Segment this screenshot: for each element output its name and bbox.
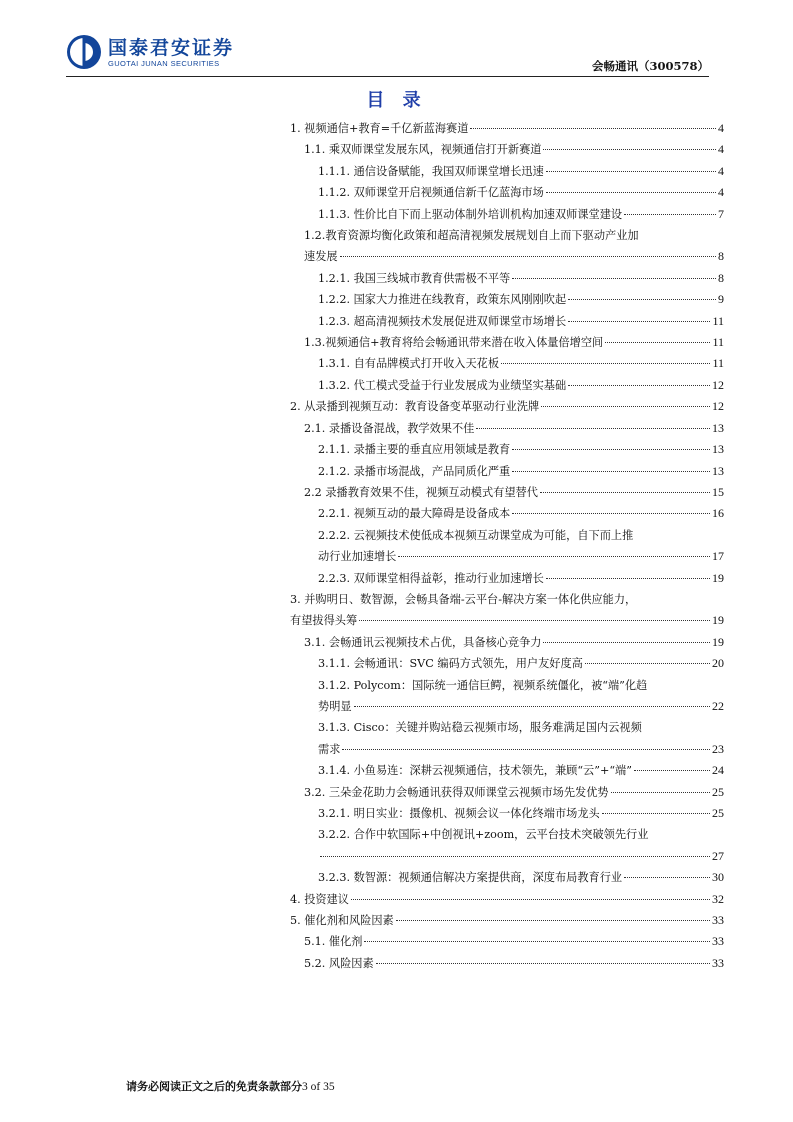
toc-entry-title: 1.2.3. 超高清视频技术发展促进双师课堂市场增长 xyxy=(318,314,567,328)
toc-page-number: 20 xyxy=(712,656,724,671)
toc-entry[interactable] xyxy=(288,931,724,952)
toc-entry[interactable] xyxy=(288,204,724,225)
toc-entry[interactable] xyxy=(288,568,724,589)
toc-entry[interactable] xyxy=(288,161,724,182)
toc-entry-title: 势明显 xyxy=(318,699,352,713)
toc-entry-line[interactable]: 3. 并购明日、数智源，会畅具备端-云平台-解决方案一体化供应能力， xyxy=(290,592,637,606)
toc-entry-title: 1.1.1. 通信设备赋能，我国双师课堂增长迅速 xyxy=(318,164,544,178)
toc-entry[interactable] xyxy=(288,653,724,674)
toc-entry-line[interactable]: 3.2.2. 合作中软国际+中创视讯+zoom，云平台技术突破领先行业 xyxy=(318,828,649,842)
toc-entry-title: 2.1. 录播设备混战，教学效果不佳 xyxy=(304,421,475,435)
toc-dot-leader xyxy=(624,877,710,878)
toc-entry-title: 1.2.2. 国家大力推进在线教育，政策东风刚刚吹起 xyxy=(318,293,567,307)
toc-page-number: 12 xyxy=(712,377,724,392)
toc-entry-title: 3.2.3. 数智源：视频通信解决方案提供商，深度布局教育行业 xyxy=(318,871,623,885)
toc-entry-title: 1.1.3. 性价比自下而上驱动体制外培训机构加速双师课堂建设 xyxy=(318,207,623,221)
toc-entry-title: 1.3.2. 代工模式受益于行业发展成为业绩坚实基础 xyxy=(318,378,567,392)
toc-entry-title: 1.1.2. 双师课堂开启视频通信新千亿蓝海市场 xyxy=(318,186,544,200)
toc-dot-leader xyxy=(512,278,716,279)
toc-dot-leader xyxy=(398,556,710,557)
toc-entry[interactable] xyxy=(288,182,724,203)
toc-dot-leader xyxy=(540,492,710,493)
toc-entry-title: 2. 从录播到视频互动：教育设备变革驱动行业洗牌 xyxy=(290,400,540,414)
toc-page-number: 23 xyxy=(712,741,724,756)
toc-entry[interactable] xyxy=(288,246,724,267)
toc-entry[interactable] xyxy=(288,803,724,824)
toc-page-number: 19 xyxy=(712,613,724,628)
toc-entry[interactable] xyxy=(288,782,724,803)
toc-entry[interactable] xyxy=(288,268,724,289)
toc-entry[interactable] xyxy=(288,439,724,460)
toc-page-number: 19 xyxy=(712,570,724,585)
toc-dot-leader xyxy=(320,856,710,857)
toc-page-number: 7 xyxy=(718,206,724,221)
toc-entry[interactable] xyxy=(288,739,724,760)
toc-entry[interactable] xyxy=(288,846,724,867)
toc-entry-line[interactable]: 3.1.2. Polycom：国际统一通信巨鳄，视频系统僵化，被“端”化趋 xyxy=(318,678,648,692)
toc-entry-title: 1.2.1. 我国三线城市教育供需极不平等 xyxy=(318,271,511,285)
toc-page-number: 27 xyxy=(712,848,724,863)
toc-page-number: 22 xyxy=(712,698,724,713)
toc-entry-title: 3.1.1. 会畅通讯：SVC 编码方式领先，用户友好度高 xyxy=(318,657,583,671)
toc-dot-leader xyxy=(543,642,710,643)
toc-entry[interactable] xyxy=(288,353,724,374)
toc-page-number: 32 xyxy=(712,891,724,906)
toc-page-number: 11 xyxy=(712,335,724,350)
toc-entry[interactable] xyxy=(288,118,724,139)
toc-dot-leader xyxy=(611,792,710,793)
toc-entry[interactable] xyxy=(288,332,724,353)
toc-entry-line[interactable]: 1.2.教育资源均衡化政策和超高清视频发展规划自上而下驱动产业加 xyxy=(304,229,639,243)
company-logo xyxy=(66,34,234,70)
toc-dot-leader xyxy=(624,214,716,215)
toc-entry-title: 有望拔得头筹 xyxy=(290,614,358,628)
toc-dot-leader xyxy=(546,171,716,172)
toc-entry-title: 3.2.1. 明日实业：摄像机、视频会议一体化终端市场龙头 xyxy=(318,807,600,820)
toc-dot-leader xyxy=(546,192,716,193)
page-number: 3 of 35 xyxy=(302,1081,335,1093)
toc-dot-leader xyxy=(546,578,710,579)
toc-entry[interactable] xyxy=(288,546,724,567)
logo-chinese-name: 国泰君安证券 xyxy=(108,36,235,59)
toc-entry-line[interactable]: 2.2.2. 云视频技术使低成本视频互动课堂成为可能，自下而上推 xyxy=(318,528,634,542)
toc-dot-leader xyxy=(340,256,716,257)
toc-page-number: 15 xyxy=(712,484,724,499)
toc-entry-title: 动行业加速增长 xyxy=(318,550,397,564)
toc-entry-title: 5. 催化剂和风险因素 xyxy=(290,914,394,928)
toc-entry[interactable] xyxy=(288,289,724,310)
toc-dot-leader xyxy=(364,941,710,942)
toc-dot-leader xyxy=(568,385,710,386)
toc-entry-title: 3.1.4. 小鱼易连：深耕云视频通信，技术领先，兼顾“云”+“端” xyxy=(318,764,632,778)
toc-dot-leader xyxy=(585,663,710,664)
toc-page-number: 33 xyxy=(712,934,724,949)
table-of-contents xyxy=(288,118,724,974)
toc-entry[interactable] xyxy=(288,632,724,653)
toc-dot-leader xyxy=(634,770,710,771)
toc-page-number: 8 xyxy=(718,270,724,285)
toc-entry-title: 速发展 xyxy=(304,250,338,264)
toc-dot-leader xyxy=(605,342,710,343)
toc-page-number: 19 xyxy=(712,634,724,649)
toc-entry[interactable] xyxy=(288,610,724,631)
toc-page-number: 17 xyxy=(712,549,724,564)
toc-entry-title: 3.2. 三朵金花助力会畅通讯获得双师课堂云视频市场先发优势 xyxy=(304,785,609,799)
toc-entry-title: 2.2.1. 视频互动的最大障碍是设备成本 xyxy=(318,507,511,521)
toc-dot-leader xyxy=(470,128,716,129)
toc-page-number: 4 xyxy=(718,142,724,157)
toc-entry[interactable] xyxy=(288,889,724,910)
toc-entry[interactable] xyxy=(288,910,724,931)
toc-page-number: 33 xyxy=(712,955,724,970)
report-company-name: 会畅通讯（300578） xyxy=(591,59,709,73)
toc-entry-title: 1.3.视频通信+教育将给会畅通讯带来潜在收入体量倍增空间 xyxy=(304,336,604,350)
toc-page-number: 11 xyxy=(712,356,724,371)
toc-entry[interactable] xyxy=(288,461,724,482)
toc-entry[interactable] xyxy=(288,867,724,888)
toc-page-number: 25 xyxy=(712,784,724,799)
toc-entry-title: 5.2. 风险因素 xyxy=(304,956,374,970)
logo-english-name: GUOTAI JUNAN SECURITIES xyxy=(108,58,220,68)
toc-dot-leader xyxy=(568,299,716,300)
toc-page-number: 4 xyxy=(718,185,724,200)
toc-dot-leader xyxy=(543,149,716,150)
toc-dot-leader xyxy=(512,513,710,514)
toc-entry[interactable] xyxy=(288,760,724,781)
toc-entry[interactable] xyxy=(288,953,724,974)
toc-dot-leader xyxy=(359,620,710,621)
toc-dot-leader xyxy=(396,920,710,921)
toc-title: 目 录 xyxy=(366,90,427,111)
disclaimer-notice: 请务必阅读正文之后的免责条款部分 xyxy=(126,1080,302,1093)
toc-entry-title: 3.1. 会畅通讯云视频技术占优，具备核心竞争力 xyxy=(304,635,542,649)
toc-entry-title: 需求 xyxy=(318,742,341,756)
toc-page-number: 33 xyxy=(712,913,724,928)
toc-dot-leader xyxy=(354,706,710,707)
toc-page-number: 30 xyxy=(712,870,724,885)
toc-dot-leader xyxy=(351,899,710,900)
header-divider xyxy=(66,76,709,77)
toc-page-number: 25 xyxy=(712,806,724,820)
toc-dot-leader xyxy=(602,813,710,814)
toc-page-number: 4 xyxy=(718,121,724,135)
toc-page-number: 9 xyxy=(718,292,724,307)
toc-dot-leader xyxy=(376,963,710,964)
toc-page-number: 8 xyxy=(718,249,724,264)
guotai-junan-logo-icon xyxy=(66,34,102,70)
toc-entry-title: 1.3.1. 自有品牌模式打开收入天花板 xyxy=(318,357,500,371)
toc-page-number: 11 xyxy=(712,313,724,328)
toc-dot-leader xyxy=(541,406,710,407)
toc-page-number: 12 xyxy=(712,399,724,414)
toc-entry-title: 2.2 录播教育效果不佳，视频互动模式有望替代 xyxy=(304,485,538,499)
page-header xyxy=(0,0,793,80)
toc-page-number: 16 xyxy=(712,506,724,521)
page-footer xyxy=(126,1078,335,1094)
toc-dot-leader xyxy=(342,749,710,750)
toc-entry-title: 2.2.3. 双师课堂相得益彰，推动行业加速增长 xyxy=(318,571,544,585)
toc-entry-title: 2.1.2. 录播市场混战，产品同质化严重 xyxy=(318,464,511,478)
toc-dot-leader xyxy=(476,428,710,429)
toc-entry[interactable] xyxy=(288,503,724,524)
toc-dot-leader xyxy=(501,363,710,364)
toc-entry-title: 1.1. 乘双师课堂发展东风，视频通信打开新赛道 xyxy=(304,143,542,157)
toc-entry-title: 1. 视频通信+教育=千亿新蓝海赛道 xyxy=(290,122,469,135)
toc-dot-leader xyxy=(568,321,710,322)
toc-entry[interactable] xyxy=(288,396,724,417)
toc-dot-leader xyxy=(512,449,710,450)
toc-dot-leader xyxy=(512,471,710,472)
toc-entry-title: 5.1. 催化剂 xyxy=(304,935,363,949)
toc-page-number: 13 xyxy=(712,420,724,435)
toc-entry[interactable] xyxy=(288,311,724,332)
toc-entry[interactable] xyxy=(288,696,724,717)
toc-entry-title: 2.1.1. 录播主要的垂直应用领域是教育 xyxy=(318,443,511,457)
toc-entry[interactable] xyxy=(288,375,724,396)
toc-page-number: 24 xyxy=(712,763,724,778)
toc-entry-line[interactable]: 3.1.3. Cisco：关键并购站稳云视频市场，服务难满足国内云视频 xyxy=(318,721,642,735)
toc-entry[interactable] xyxy=(288,418,724,439)
toc-page-number: 13 xyxy=(712,463,724,478)
toc-entry-title: 4. 投资建议 xyxy=(290,892,349,906)
toc-page-number: 13 xyxy=(712,442,724,457)
toc-entry[interactable] xyxy=(288,139,724,160)
toc-entry[interactable] xyxy=(288,482,724,503)
toc-page-number: 4 xyxy=(718,163,724,178)
